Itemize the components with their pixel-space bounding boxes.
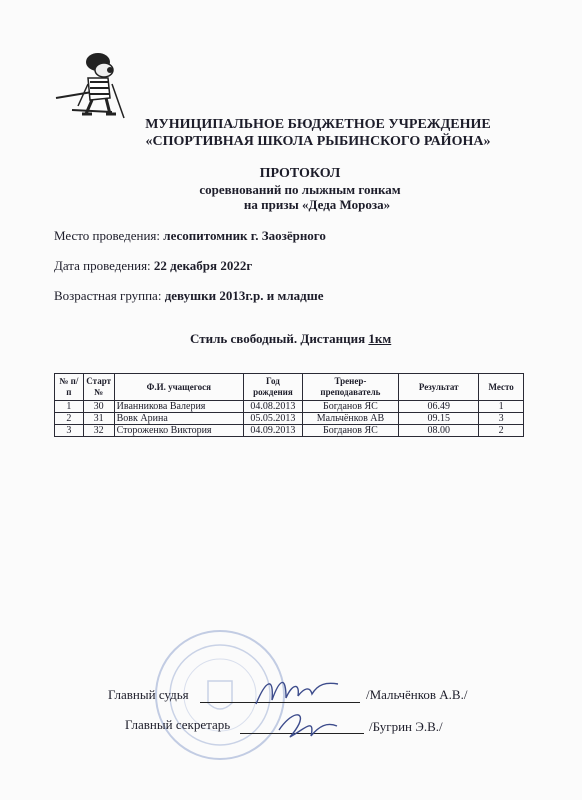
place-label: Место проведения: [54,228,161,243]
cell-place: 1 [479,401,524,413]
date-info [54,258,252,274]
cell-name: Вовк Арина [114,413,243,425]
date-label: Дата проведения: [54,258,151,273]
cell-coach: Богданов ЯС [302,425,398,437]
cell-birth-date: 04.08.2013 [244,401,303,413]
table-row [55,425,524,437]
organization-line2: «СПОРТИВНАЯ ШКОЛА РЫБИНСКОГО РАЙОНА» [145,134,491,149]
header-coach: Тренер-преподаватель [302,374,398,401]
results-table [54,373,524,437]
date-value: 22 декабря 2022г [153,258,253,273]
chief-secretary-label: Главный секретарь [125,717,231,732]
cell-birth-date: 05.05.2013 [244,413,303,425]
table-row [55,413,524,425]
header-place: Место [479,374,524,401]
cell-result: 09.15 [399,413,479,425]
header-result: Результат [399,374,479,401]
cell-start-number: 30 [83,401,114,413]
cell-result: 06.49 [399,401,479,413]
style-distance-heading [190,331,391,347]
chief-secretary-signature [275,706,345,742]
distance-value: 1км [368,331,392,346]
chief-judge-name: /Мальчёнков А.В./ [366,687,468,702]
cell-result: 08.00 [399,425,479,437]
age-group-label: Возрастная группа: [54,288,162,303]
chief-judge-signature [252,670,342,710]
table-header-row [55,374,524,401]
cell-place: 2 [479,425,524,437]
cell-start-number: 32 [83,425,114,437]
place-value: лесопитомник г. Заозёрного [163,228,326,243]
organization-line1: МУНИЦИПАЛЬНОЕ БЮДЖЕТНОЕ УЧРЕЖДЕНИЕ [145,117,491,132]
place-info [54,228,326,244]
cell-birth-date: 04.09.2013 [244,425,303,437]
age-group-value: девушки 2013г.р. и младше [164,288,324,303]
organization-name [118,116,518,150]
cell-coach: Богданов ЯС [302,401,398,413]
header-start-number: Старт № [83,374,114,401]
cell-number: 2 [55,413,84,425]
protocol-subtitle-1: соревнований по лыжным гонкам [199,182,401,197]
header-name: Ф.И. учащегося [114,374,243,401]
chief-secretary-name: /Бугрин Э.В./ [369,719,443,734]
table-row [55,401,524,413]
header-number: № п/п [55,374,84,401]
chief-judge-label: Главный судья [108,687,189,702]
cell-number: 3 [55,425,84,437]
cell-name: Стороженко Виктория [114,425,243,437]
cell-number: 1 [55,401,84,413]
style-prefix: Стиль свободный. Дистанция [190,331,369,346]
header-birth-year: Год рождения [244,374,303,401]
age-group-info [54,288,323,304]
protocol-title: ПРОТОКОЛ [259,166,341,181]
protocol-subtitle-2: на призы «Деда Мороза» [243,197,391,212]
cell-start-number: 31 [83,413,114,425]
cell-name: Иванникова Валерия [114,401,243,413]
cell-coach: Мальчёнков АВ [302,413,398,425]
cell-place: 3 [479,413,524,425]
